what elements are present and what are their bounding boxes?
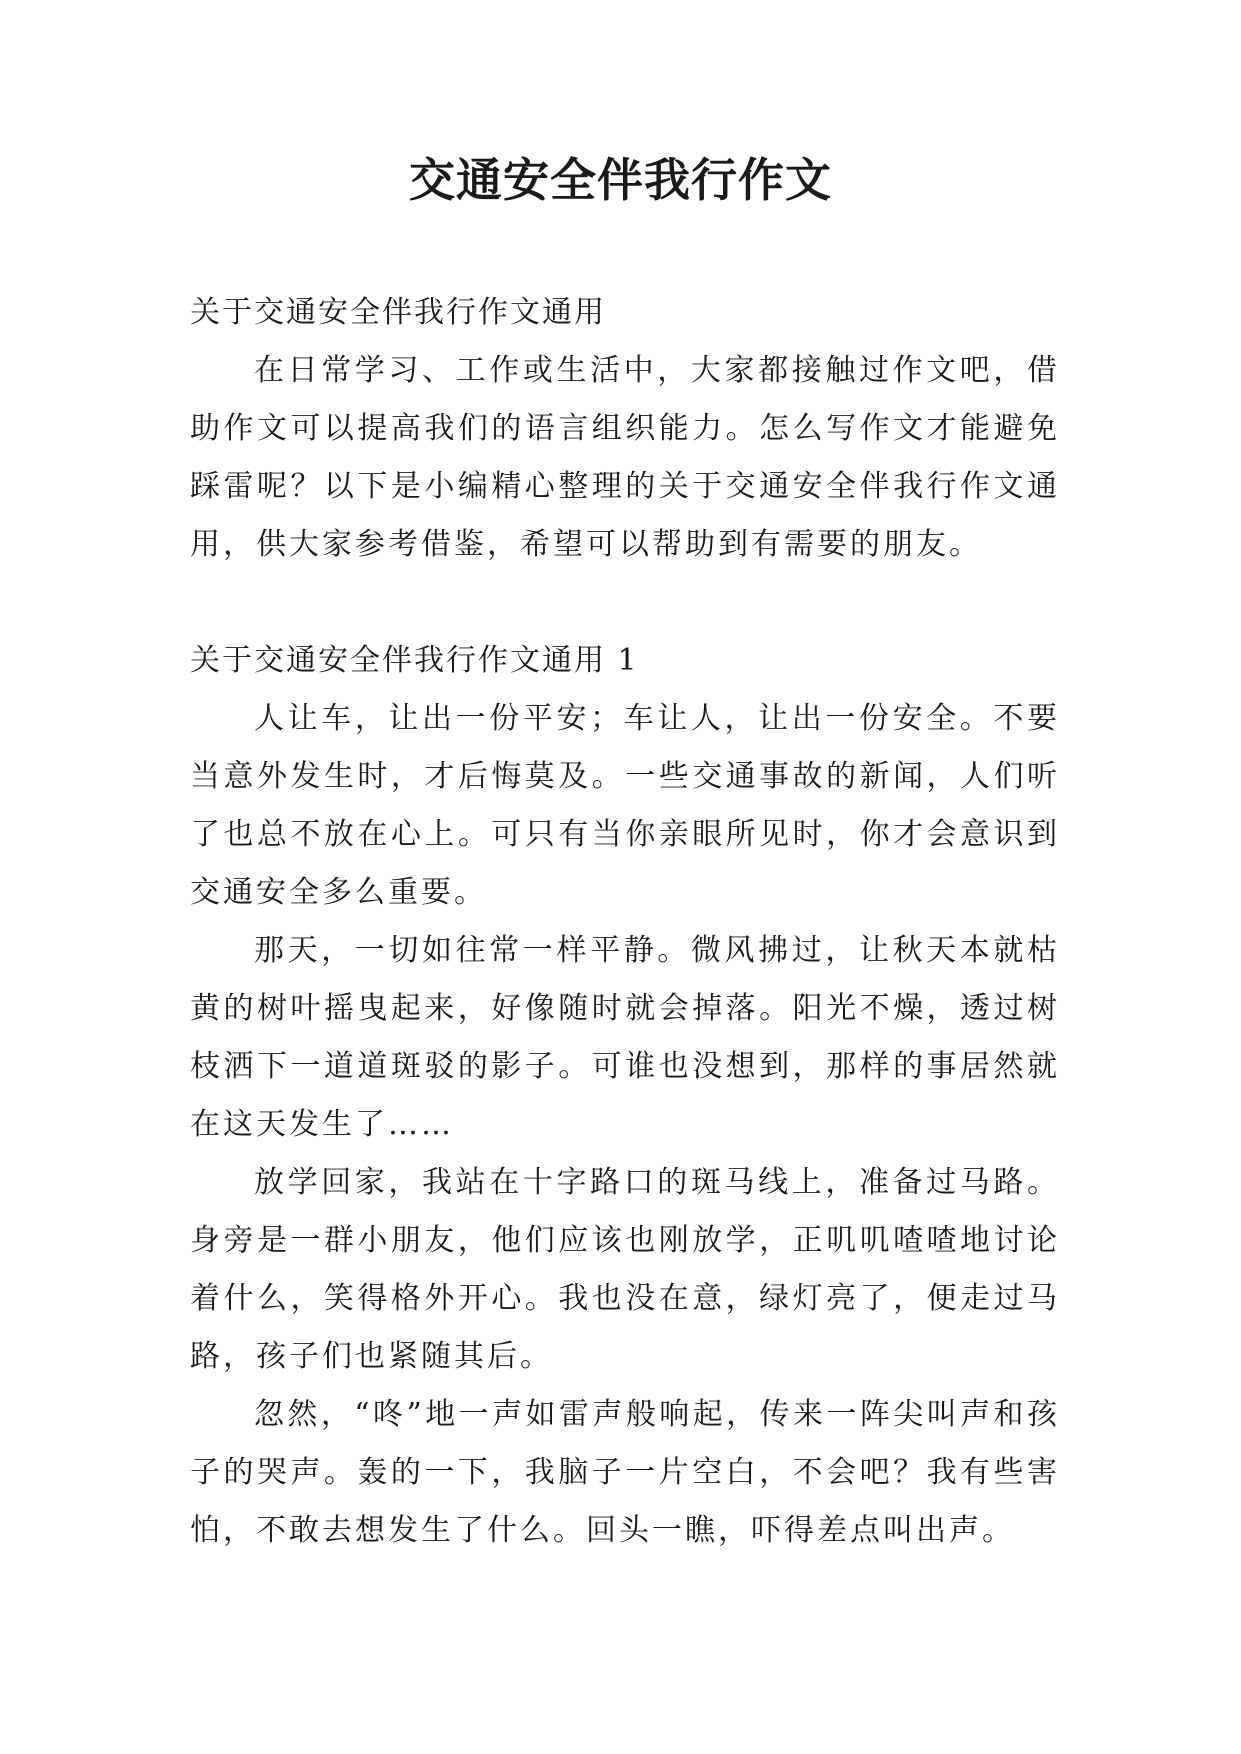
intro-paragraph: 在日常学习、工作或生活中，大家都接触过作文吧，借助作文可以提高我们的语言组织能力。怎么写作文才能避免踩雷呢？以下是小编精心整理的关于交通安全伴我行作文通用，供大家参考借鉴，希望可以帮助到有需要的朋友。 (190, 353, 1060, 562)
document-title: 交通安全伴我行作文 (409, 153, 832, 207)
paragraph: 人让车，让出一份平安；车让人，让出一份安全。不要当意外发生时，才后悔莫及。一些交通事故的新闻，人们听了也总不放在心上。可只有当你亲眼所见时，你才会意识到交通安全多么重要。 (190, 701, 1060, 910)
paragraph: 忽然，“咚”地一声如雷声般响起，传来一阵尖叫声和孩子的哭声。轰的一下，我脑子一片空白，不会吧？我有些害怕，不敢去想发生了什么。回头一瞧，吓得差点叫出声。 (190, 1397, 1060, 1548)
paragraph: 那天，一切如往常一样平静。微风拂过，让秋天本就枯黄的树叶摇曳起来，好像随时就会掉落。阳光不燥，透过树枝洒下一道道斑驳的影子。可谁也没想到，那样的事居然就在这天发生了…… (190, 933, 1060, 1142)
section-spacer (190, 574, 1060, 632)
section-1-heading: 关于交通安全伴我行作文通用 1 (190, 643, 639, 678)
intro-heading: 关于交通安全伴我行作文通用 (190, 295, 606, 330)
document-body (190, 284, 1060, 1560)
paragraph: 放学回家，我站在十字路口的斑马线上，准备过马路。身旁是一群小朋友，他们应该也刚放学，正叽叽喳喳地讨论着什么，笑得格外开心。我也没在意，绿灯亮了，便走过马路，孩子们也紧随其后。 (190, 1165, 1060, 1374)
